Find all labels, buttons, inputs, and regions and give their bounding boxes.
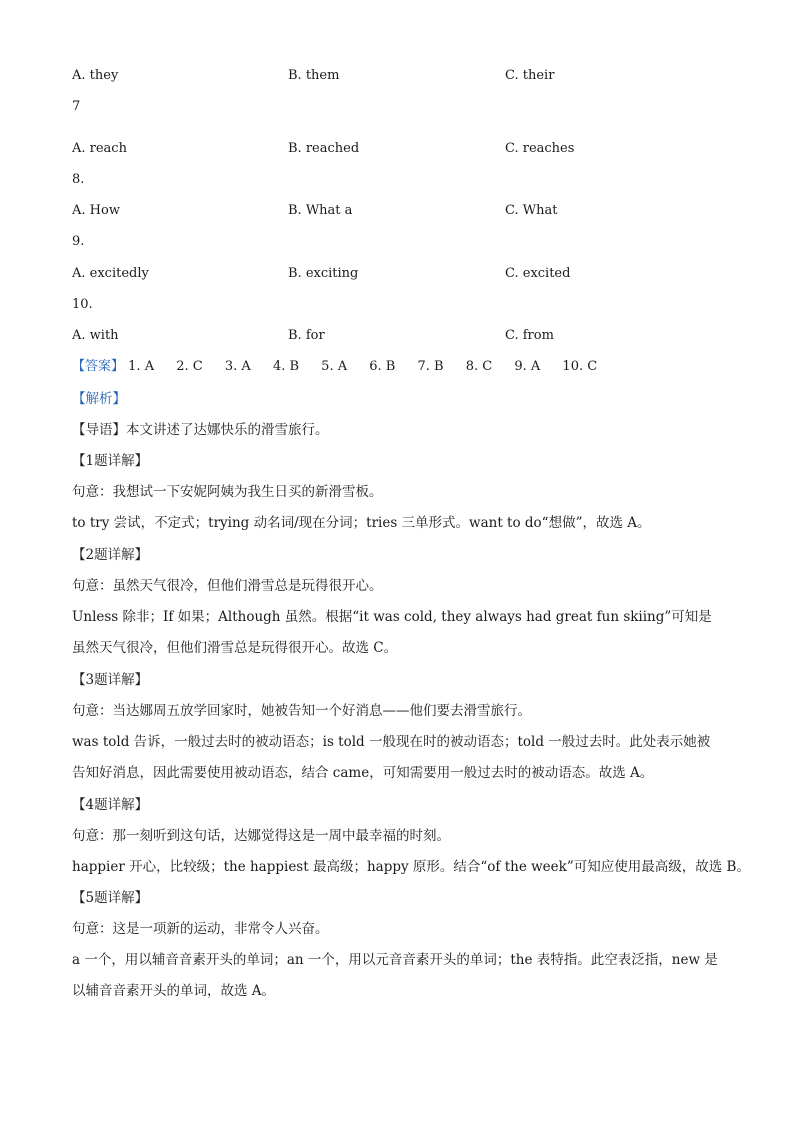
answer-item: 2. C [176, 359, 203, 374]
question-number-10: 10. [72, 297, 93, 312]
detail-explanation: a 一个，用以辅音音素开头的单词；an 一个，用以元音音素开头的单词；the 表特指。此空表泛指，new 是以辅音音素开头的单词，故选 A。 [72, 952, 718, 999]
detail-heading: 【4题详解】 [72, 797, 149, 813]
question-number-7: 7 [72, 99, 81, 114]
answer-item: 5. A [321, 359, 348, 374]
answer-item: 4. B [272, 359, 300, 374]
detail-meaning: 句意：那一刻听到这句话，达娜觉得这是一周中最幸福的时刻。 [72, 828, 450, 844]
option-b: B. reached [288, 141, 360, 156]
answer-line [72, 357, 722, 377]
answer-item: 1. A [128, 359, 155, 374]
option-a: A. excitedly [72, 266, 149, 281]
answer-item: 9. A [514, 359, 541, 374]
detail-heading: 【5题详解】 [72, 890, 149, 906]
answer-item: 10. C [562, 359, 598, 374]
option-a: A. reach [72, 141, 127, 156]
answer-item: 6. B [369, 359, 396, 374]
detail-meaning: 句意：我想试一下安妮阿姨为我生日买的新滑雪板。 [72, 484, 383, 500]
detail-meaning: 句意：虽然天气很冷，但他们滑雪总是玩得很开心。 [72, 578, 383, 594]
analysis-label: 【解析】 [72, 391, 126, 407]
option-c: C. their [505, 68, 555, 83]
detail-meaning: 句意：当达娜周五放学回家时，她被告知一个好消息——他们要去滑雪旅行。 [72, 703, 531, 719]
detail-explanation: Unless 除非；If 如果；Although 虽然。根据“it was cold, they always had great fun skiing”可知是虽然天气很冷，但他们滑雪总是玩得很开心。故选 C。 [72, 609, 712, 656]
detail-meaning: 句意：这是一项新的运动，非常令人兴奋。 [72, 921, 329, 937]
option-a: A. with [72, 328, 119, 343]
option-b: B. them [288, 68, 340, 83]
question-number-8: 8. [72, 172, 85, 187]
detail-heading: 【3题详解】 [72, 672, 149, 688]
option-a: A. they [72, 68, 119, 83]
option-a: A. How [72, 203, 120, 218]
detail-explanation: was told 告诉，一般过去时的被动语态；is told 一般现在时的被动语态；told 一般过去时。此处表示她被告知好消息，因此需要使用被动语态，结合 came，可知需要用一般过去时的被动语态。故选 A。 [72, 734, 711, 781]
option-b: B. What a [288, 203, 353, 218]
option-c: C. reaches [505, 141, 575, 156]
question-number-9: 9. [72, 234, 85, 249]
detail-heading: 【1题详解】 [72, 453, 149, 469]
detail-explanation: to try 尝试，不定式；trying 动名词/现在分词；tries 三单形式。want to do“想做”，故选 A。 [72, 515, 651, 531]
detail-heading: 【2题详解】 [72, 547, 149, 563]
answer-item: 7. B [417, 359, 444, 374]
answer-label: 【答案】 [72, 359, 125, 374]
option-c: C. excited [505, 266, 571, 281]
option-c: C. from [505, 328, 554, 343]
answer-item: 3. A [224, 359, 251, 374]
option-c: C. What [505, 203, 558, 218]
option-b: B. exciting [288, 266, 359, 281]
detail-explanation: happier 开心，比较级；the happiest 最高级；happy 原形。结合“of the week”可知应使用最高级，故选 B。 [72, 859, 750, 875]
option-b: B. for [288, 328, 325, 343]
answer-item: 8. C [465, 359, 493, 374]
intro-text: 【导语】本文讲述了达娜快乐的滑雪旅行。 [72, 422, 329, 438]
